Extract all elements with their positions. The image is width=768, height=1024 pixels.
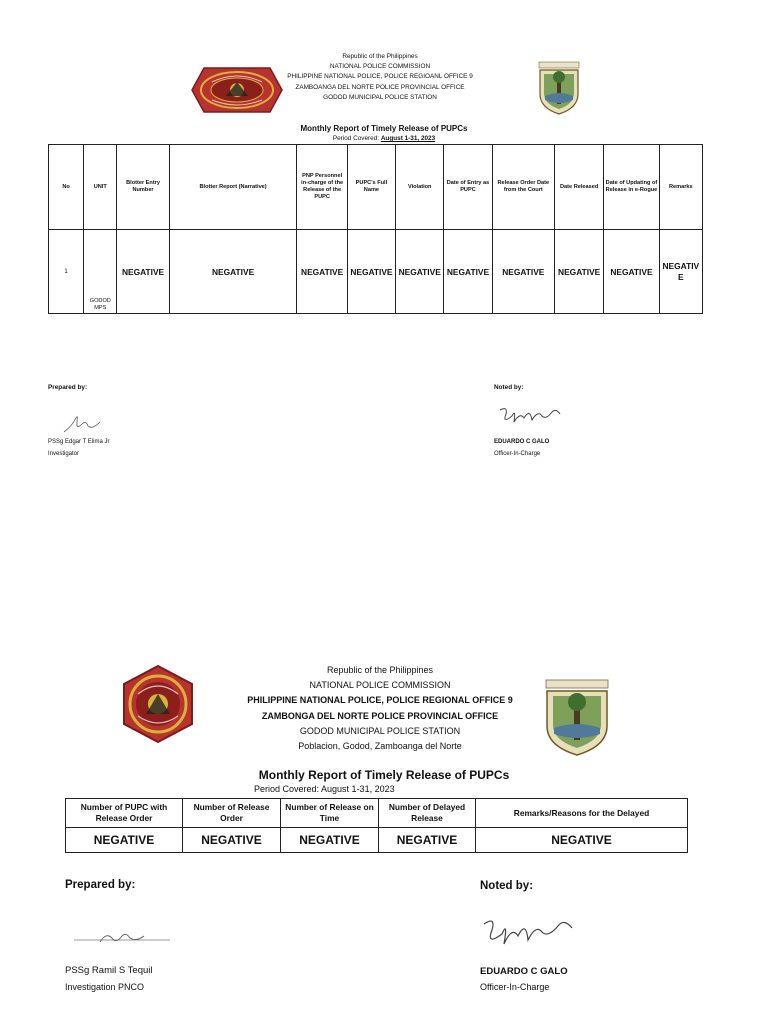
table-row xyxy=(66,828,688,853)
row-number: 1 xyxy=(49,230,84,314)
period-covered xyxy=(0,135,768,142)
letterhead-line: ZAMBONGA DEL NORTE POLICE PROVINCIAL OFFICE xyxy=(261,710,499,721)
letterhead xyxy=(200,52,560,103)
column-header: Number of PUPC with Release Order xyxy=(66,799,183,828)
column-header: Number of Release Order xyxy=(183,799,281,828)
report-title: Monthly Report of Timely Release of PUPCs xyxy=(300,124,468,133)
preparer-name: PSSg Ramil S Tequil xyxy=(65,965,153,976)
prepared-by-label: Prepared by: xyxy=(65,879,136,891)
pupc-release-table xyxy=(48,144,703,314)
pnp-seal-logo xyxy=(118,664,198,744)
noter-name: EDUARDO C GALO xyxy=(494,439,550,445)
column-header: PNP Personnel in-charge of the Release of the PUPC xyxy=(297,145,347,230)
column-header: Violation xyxy=(396,145,444,230)
prepared-by-label: Prepared by: xyxy=(48,384,88,391)
table-cell: NEGATIVE xyxy=(169,230,297,314)
table-cell: NEGATIVE xyxy=(347,230,395,314)
table-cell: NEGATIVE xyxy=(492,230,554,314)
noter-name: EDUARDO C GALO xyxy=(480,966,568,977)
table-header-row xyxy=(66,799,688,828)
unit-cell xyxy=(84,230,117,314)
report-title: Monthly Report of Timely Release of PUPCs xyxy=(258,768,510,782)
letterhead-line: NATIONAL POLICE COMMISSION xyxy=(309,680,451,691)
unit-value: GODOD MPS xyxy=(89,298,111,311)
signature-mark xyxy=(478,910,578,958)
noter-role: Officer-In-Charge xyxy=(480,982,550,992)
table-cell: NEGATIVE xyxy=(281,828,379,853)
preparer-name: PSSg Edgar T Elima Jr xyxy=(48,439,110,445)
preparer-role: Investigation PNCO xyxy=(65,982,145,992)
table-cell: NEGATIVE xyxy=(476,828,688,853)
table-cell: NEGATIVE xyxy=(117,230,169,314)
column-header: Date of Updating of Release in e-Rogue xyxy=(604,145,659,230)
table-cell: NEGATIVE xyxy=(659,230,702,314)
column-header: Blotter Entry Number xyxy=(117,145,169,230)
table-cell: NEGATIVE xyxy=(555,230,604,314)
letterhead-line: Republic of the Philippines xyxy=(342,53,418,60)
letterhead-line: GODOD MUNICIPAL POLICE STATION xyxy=(323,93,437,101)
column-header: Remarks/Reasons for the Delayed xyxy=(476,799,688,828)
signature-mark xyxy=(70,928,174,950)
noted-by-label: Noted by: xyxy=(494,384,524,391)
period-label: Period Covered: xyxy=(332,135,380,142)
column-header: Blotter Report (Narrative) xyxy=(169,145,297,230)
table-row xyxy=(49,230,703,314)
letterhead-line: Poblacion, Godod, Zamboanga del Norte xyxy=(298,741,462,752)
column-header: No xyxy=(49,145,84,230)
column-header: Number of Release on Time xyxy=(281,799,379,828)
column-header: Release Order Date from the Court xyxy=(492,145,554,230)
letterhead-line: ZAMBOANGA DEL NORTE POLICE PROVINCIAL OFFICE xyxy=(295,83,465,91)
table-cell: NEGATIVE xyxy=(66,828,183,853)
table-cell: NEGATIVE xyxy=(396,230,444,314)
column-header: UNIT xyxy=(84,145,117,230)
table-cell: NEGATIVE xyxy=(604,230,659,314)
preparer-role: Investigator xyxy=(48,451,80,457)
letterhead xyxy=(200,663,560,754)
noter-role: Officer-In-Charge xyxy=(494,451,541,457)
column-header: Number of Delayed Release xyxy=(379,799,476,828)
table-cell: NEGATIVE xyxy=(444,230,492,314)
noted-by-label: Noted by: xyxy=(480,880,534,892)
table-header-row xyxy=(49,145,703,230)
period-covered: Period Covered: August 1-31, 2023 xyxy=(254,784,395,794)
letterhead-line: NATIONAL POLICE COMMISSION xyxy=(329,63,431,71)
column-header: Remarks xyxy=(659,145,702,230)
period-value: August 1-31, 2023 xyxy=(380,135,436,142)
column-header: Date of Entry as PUPC xyxy=(444,145,492,230)
letterhead-line: GODOD MUNICIPAL POLICE STATION xyxy=(299,725,461,736)
letterhead-line: PHILIPPINE NATIONAL POLICE, POLICE REGIOANL OFFICE 9 xyxy=(287,73,473,81)
letterhead-line: Republic of the Philippines xyxy=(326,665,434,675)
letterhead-line: PHILIPPINE NATIONAL POLICE, POLICE REGIONAL OFFICE 9 xyxy=(247,695,513,706)
pupc-summary-table xyxy=(65,798,688,853)
column-header: PUPC's Full Name xyxy=(347,145,395,230)
table-cell: NEGATIVE xyxy=(183,828,281,853)
column-header: Date Released xyxy=(555,145,604,230)
signature-mark xyxy=(496,402,566,432)
signature-mark xyxy=(60,412,104,436)
table-cell: NEGATIVE xyxy=(297,230,347,314)
table-cell: NEGATIVE xyxy=(379,828,476,853)
